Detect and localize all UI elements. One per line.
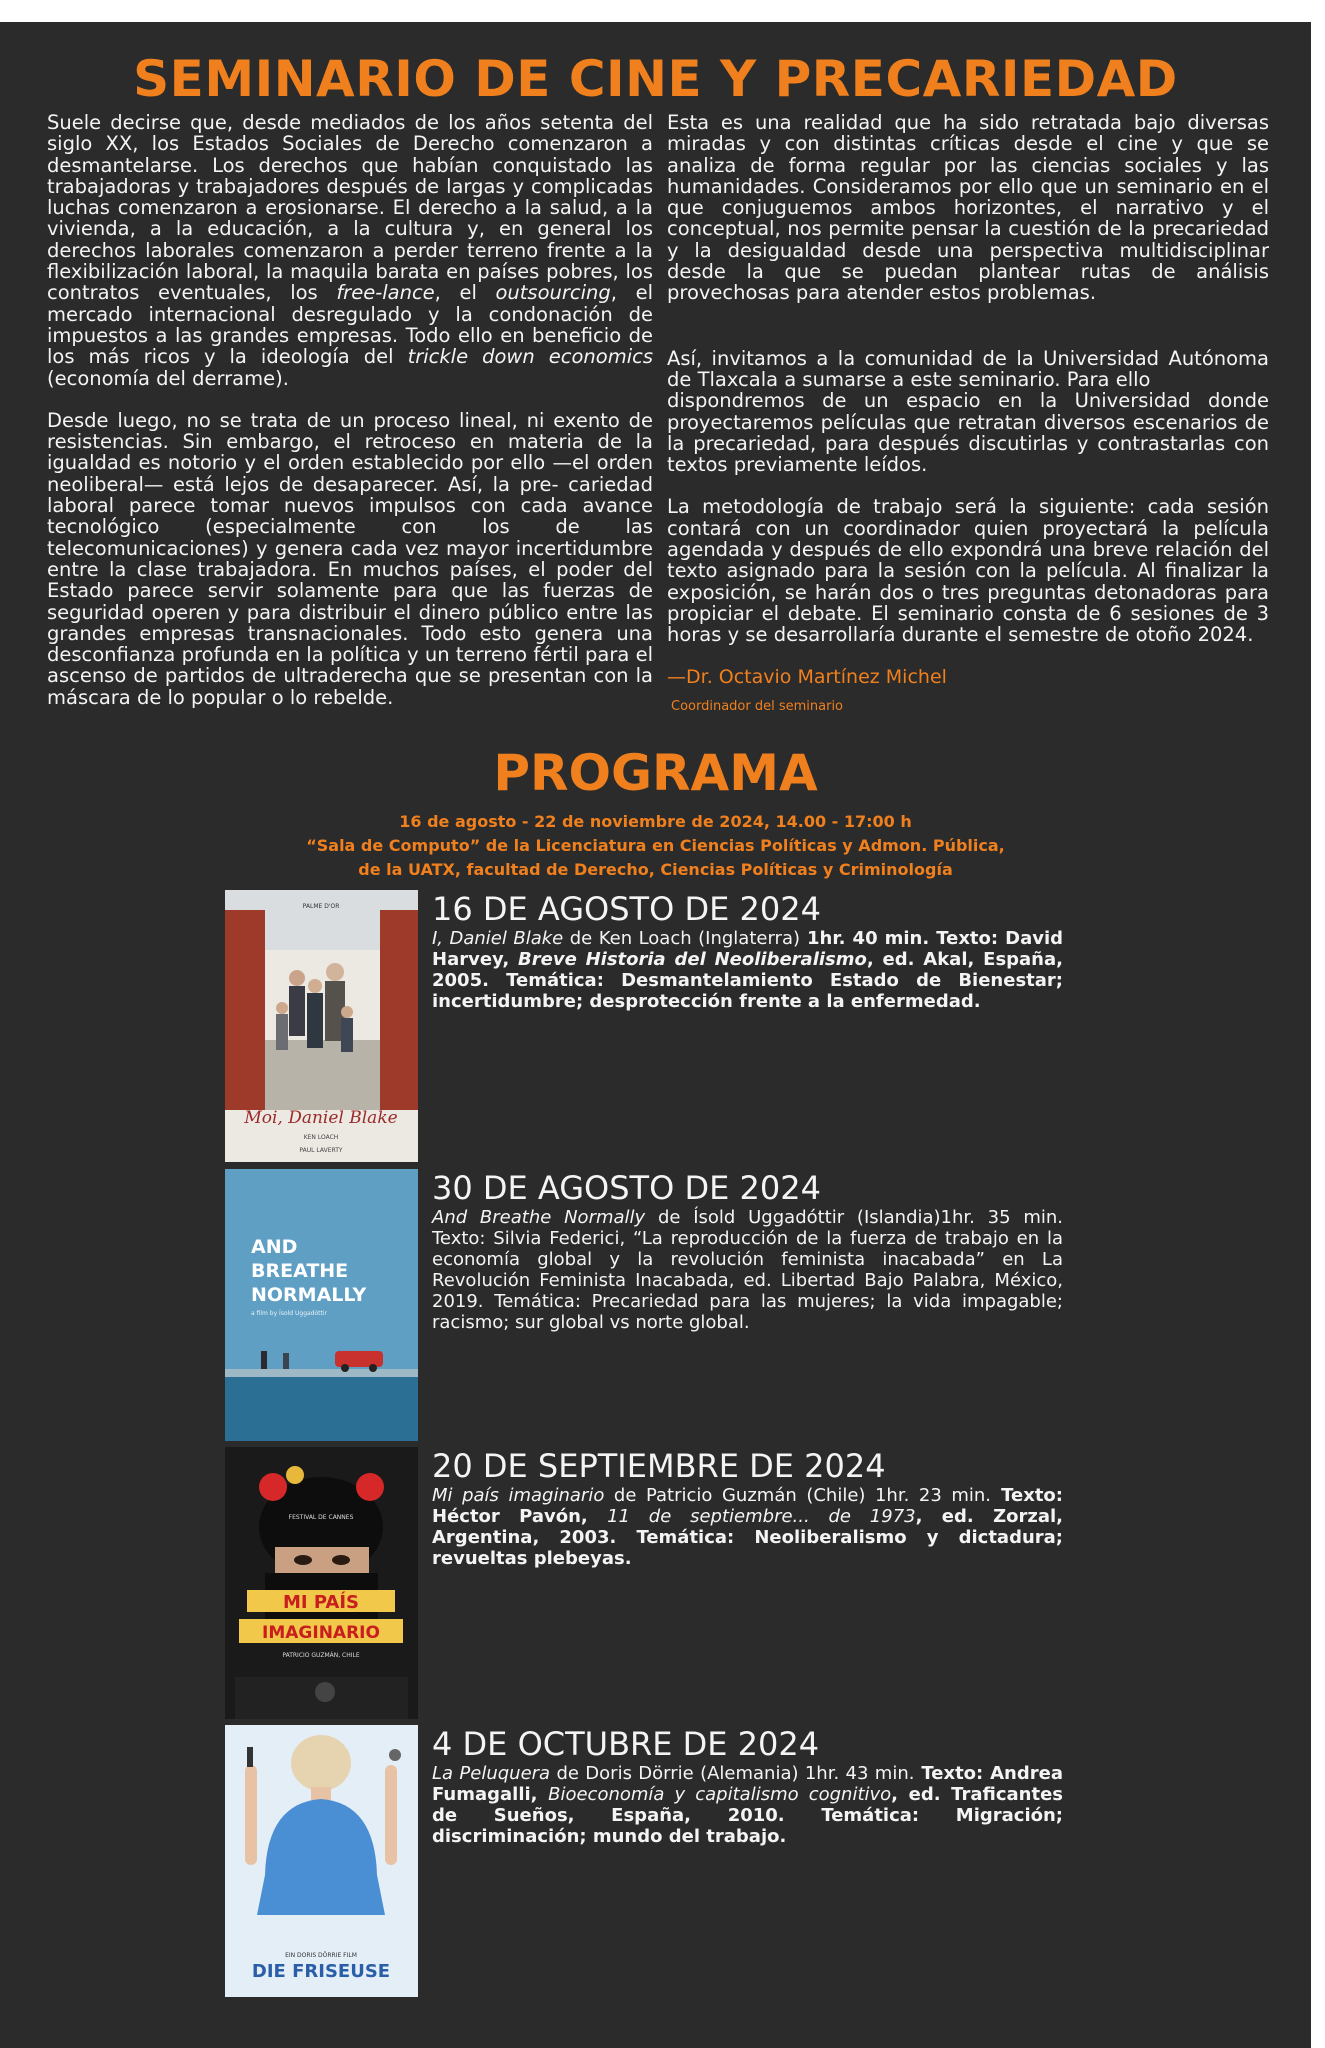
svg-text:AND: AND: [251, 1236, 298, 1258]
poster-title: DIE FRISEUSE: [251, 1961, 391, 1982]
intro-paragraph-2: Desde luego, no se trata de un proceso lineal, ni exento de resistencias. Sin embargo, el retroceso en materia de la igualdad es notorio y el orden establecido por ello —el orden neoliberal— está lejos de desaparecer. Así, la pre- cariedad laboral parece tomar nuevos impulsos con cada avance tecnológico (especialmente con los de las telecomunicaciones) y genera cada vez mayor incertidumbre entre la clase trabajadora. En muchos países, el poder del Estado parece servir solamente para que las fuerzas de seguridad operen y para distribuir el dinero público entre las grandes empresas transnacionales. Todo esto genera una desconfianza profunda en la política y un terreno fértil para el ascenso de partidos de ultraderecha que se presentan con la máscara de lo popular o lo rebelde.: [47, 408, 653, 709]
session-1-details: [432, 890, 1063, 1012]
session-4: [225, 1725, 1073, 1997]
svg-text:a film by Ísold Uggadóttir: a film by Ísold Uggadóttir: [251, 1310, 328, 1317]
poster-die-friseuse: [225, 1725, 418, 1997]
session-description: I, Daniel Blake de Ken Loach (Inglaterra) 1hr. 40 min. Texto: David Harvey, Breve Historia del Neoliberalismo, ed. Akal, España, 2005. Temática: Desmantelamiento Estado de Bienestar; incertidumbre; desprotección frente a la enfermedad.: [432, 928, 1063, 1012]
program-venue-line-1: “Sala de Computo” de la Licenciatura en Ciencias Políticas y Admon. Pública,: [306, 836, 1005, 855]
program-title: PROGRAMA: [493, 744, 818, 802]
intro-left-column: [47, 112, 653, 729]
intro-right-column: [667, 112, 1269, 717]
svg-text:IMAGINARIO: IMAGINARIO: [262, 1623, 380, 1643]
session-4-details: [432, 1725, 1063, 1847]
session-date: 16 DE AGOSTO DE 2024: [432, 890, 821, 928]
session-date: 20 DE SEPTIEMBRE DE 2024: [432, 1447, 886, 1485]
poster-and-breathe-normally: [225, 1169, 418, 1441]
session-description: Mi país imaginario de Patricio Guzmán (Chile) 1hr. 23 min. Texto: Héctor Pavón, 11 de septiembre... de 1973, ed. Zorzal, Argentina, 2003. Temática: Neoliberalismo y dictadura; revueltas plebeyas.: [432, 1485, 1063, 1569]
poster-art: [225, 890, 418, 1162]
poster-art: [225, 1725, 418, 1997]
page-title: SEMINARIO DE CINE Y PRECARIEDAD: [133, 50, 1178, 108]
session-2: [225, 1169, 1073, 1441]
session-date: 4 DE OCTUBRE DE 2024: [432, 1725, 820, 1763]
signature-role: Coordinador del seminario: [671, 698, 844, 714]
svg-text:KEN LOACH: KEN LOACH: [303, 1134, 339, 1141]
poster-mi-pais-imaginario: [225, 1447, 418, 1719]
svg-text:PALME D'OR: PALME D'OR: [302, 903, 340, 910]
svg-text:PAUL LAVERTY: PAUL LAVERTY: [299, 1147, 343, 1154]
program-venue-line-2: de la UATX, facultad de Derecho, Ciencias Políticas y Criminología: [358, 860, 953, 879]
svg-text:PATRICIO GUZMÁN, CHILE: PATRICIO GUZMÁN, CHILE: [282, 1652, 360, 1659]
program-dates: 16 de agosto - 22 de noviembre de 2024, 14.00 - 17:00 h: [399, 812, 912, 831]
poster-daniel-blake: [225, 890, 418, 1162]
session-date: 30 DE AGOSTO DE 2024: [432, 1169, 821, 1207]
signature: —Dr. Octavio Martínez Michel: [667, 665, 947, 688]
session-3-details: [432, 1447, 1063, 1569]
intro-paragraph-5: La metodología de trabajo será la siguiente: cada sesión contará con un coordinador quien proyectará la película agendada y después de ello expondrá una breve relación del texto asignado para la sesión con la película. Al finalizar la exposición, se harán dos o tres preguntas detonadoras para propiciar el debate. El seminario consta de 6 sesiones de 3 horas y se desarrollaría durante el semestre de otoño 2024.: [667, 495, 1269, 647]
poster-art: [225, 1447, 418, 1719]
intro-paragraph-4: Así, invitamos a la comunidad de la Universidad Autónoma de Tlaxcala a sumarse a este seminario. Para ello dispondremos de un espacio en la Universidad donde proyectaremos películas que retratan diversos escenarios de la precariedad, para después discutirlas y contrastarlas con textos previamente leídos.: [667, 346, 1269, 477]
svg-text:NORMALLY: NORMALLY: [251, 1284, 367, 1306]
intro-paragraph-1: Suele decirse que, desde mediados de los años setenta del siglo XX, los Estados Sociales de Derecho comenzaron a desmantelarse. Los derechos que habían conquistado las trabajadoras y trabajadores después de largas y complicadas luchas comenzaron a erosionarse. El derecho a la salud, a la vivienda, a la educación, a la cultura y, en general los derechos laborales comenzaron a perder terreno frente a la flexibilización laboral, la maquila barata en países pobres, los contratos eventuales, los free-lance, el outsourcing, el mercado internacional desregulado y la condonación de impuestos a las grandes empresas. Todo ello en beneficio de los más ricos y la ideología del trickle down economics (economía del derrame).: [47, 111, 653, 390]
svg-text:MI PAÍS: MI PAÍS: [282, 1592, 360, 1613]
flyer: [0, 22, 1311, 2048]
session-description: La Peluquera de Doris Dörrie (Alemania) 1hr. 43 min. Texto: Andrea Fumagalli, Bioeconomía y capitalismo cognitivo, ed. Traficantes de Sueños, España, 2010. Temática: Migración; discriminación; mundo del trabajo.: [432, 1763, 1063, 1847]
svg-text:EIN DORIS DÖRRIE FILM: EIN DORIS DÖRRIE FILM: [285, 1952, 357, 1959]
session-description: And Breathe Normally de Ísold Uggadóttir (Islandia)1hr. 35 min. Texto: Silvia Federici, “La reproducción de la fuerza de trabajo en la economía global y la revolución feminista inacabada” en La Revolución Feminista Inacabada, ed. Libertad Bajo Palabra, México, 2019. Temática: Precariedad para las mujeres; la vida impagable; racismo; sur global vs norte global.: [432, 1207, 1063, 1333]
poster-art: [225, 1169, 418, 1441]
svg-text:FESTIVAL DE CANNES: FESTIVAL DE CANNES: [288, 1514, 354, 1521]
svg-text:BREATHE: BREATHE: [251, 1260, 349, 1282]
poster-title: Moi, Daniel Blake: [244, 1108, 398, 1128]
session-2-details: [432, 1169, 1063, 1333]
intro-paragraph-3: Esta es una realidad que ha sido retratada bajo diversas miradas y con distintas críticas desde el cine y que se analiza de forma regular por las ciencias sociales y las humanidades. Consideramos por ello que un seminario en el que conjuguemos ambos horizontes, el narrativo y el conceptual, nos permite pensar la cuestión de la precariedad y la desigualdad desde una perspectiva multidisciplinar desde la que se puedan plantear rutas de análisis provechosas para atender estos problemas.: [667, 111, 1269, 305]
session-1: [225, 890, 1073, 1162]
session-3: [225, 1447, 1073, 1719]
